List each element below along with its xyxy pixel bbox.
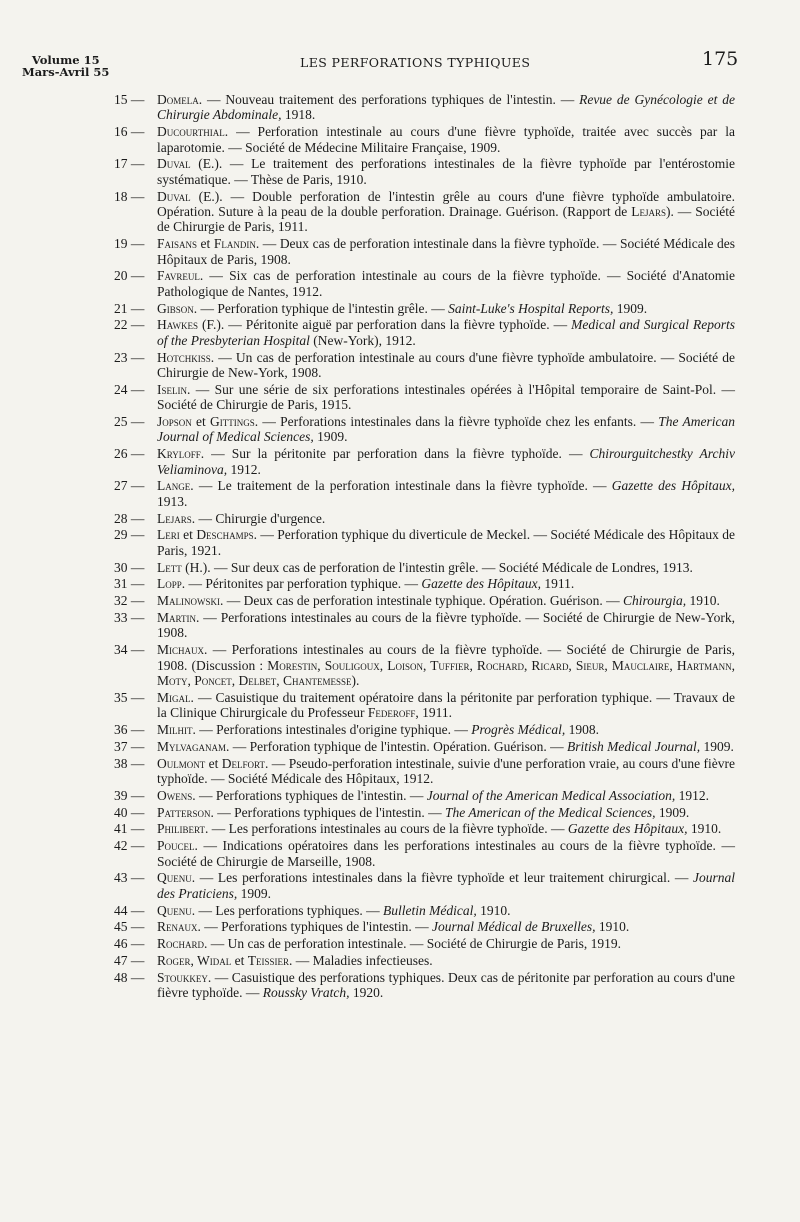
- publication-title: Revue de Gynécologie et de Chirurgie Abdominale,: [157, 92, 735, 123]
- publication-title: Bulletin Médical,: [382, 902, 477, 918]
- author-name: Mylvaganam.: [157, 738, 230, 754]
- author-name: Lange.: [157, 478, 194, 494]
- author-name: Stoukkey.: [157, 969, 212, 985]
- reference-entry: [0, 936, 735, 951]
- reference-segment: — Perforations typhiques de l'intestin. —: [200, 919, 433, 935]
- reference-text: [157, 560, 735, 575]
- publication-title: Gazette des Hôpitaux,: [611, 478, 735, 494]
- volume-number: Volume 15: [31, 53, 100, 67]
- reference-text: [157, 382, 735, 413]
- reference-segment: — Péritonites par perforation typhique. —: [185, 576, 422, 592]
- reference-entry: [0, 838, 735, 869]
- author-name: Lejars: [631, 204, 666, 220]
- reference-text: [157, 936, 735, 951]
- reference-segment: et: [197, 236, 214, 252]
- reference-entry: [0, 268, 735, 299]
- author-name: Rochard.: [157, 936, 208, 952]
- reference-entry: [0, 414, 735, 445]
- reference-entry: [0, 593, 735, 608]
- author-name: Migal.: [157, 689, 194, 705]
- reference-number: 39 —: [114, 787, 145, 803]
- reference-segment: 1909.: [655, 804, 690, 820]
- reference-text: [157, 446, 735, 477]
- reference-number: 15 —: [114, 92, 145, 107]
- author-name: Gibson.: [157, 300, 198, 316]
- reference-entry: [0, 236, 735, 267]
- reference-entry: [0, 156, 735, 187]
- reference-segment: 1910.: [686, 593, 720, 609]
- author-name: Domela.: [157, 92, 203, 107]
- author-name: Poucel.: [157, 838, 198, 854]
- reference-number: 41 —: [114, 821, 145, 837]
- reference-segment: et: [231, 953, 248, 969]
- reference-number: 32 —: [114, 593, 145, 609]
- reference-segment: — Perforation typhique de l'intestin grêle. —: [197, 300, 449, 316]
- author-name: Duval (E.).: [157, 188, 223, 204]
- reference-entry: [0, 722, 735, 737]
- reference-number: 38 —: [114, 755, 145, 771]
- reference-segment: — Le traitement des perforations intestinales de la fièvre typhoïde par l'entérostomie systématique. — Thèse de Paris, 1910.: [157, 156, 736, 187]
- publication-title: British Medical Journal,: [567, 738, 701, 754]
- reference-segment: — Un cas de perforation intestinale. — Société de Chirurgie de Paris, 1919.: [207, 936, 622, 952]
- reference-segment: — Perforations intestinales au cours de la fièvre typhoïde. — Société de Chirurgie de Paris, 1908. (Discussion :: [157, 642, 735, 673]
- reference-segment: ).: [351, 673, 360, 689]
- reference-number: 35 —: [114, 689, 145, 705]
- reference-segment: — Perforations typhiques de l'intestin. —: [195, 787, 427, 803]
- publication-title: Gazette des Hôpitaux,: [567, 821, 688, 837]
- reference-segment: et: [205, 755, 222, 771]
- reference-text: [157, 156, 735, 187]
- author-name: Martin.: [157, 610, 200, 626]
- reference-number: 47 —: [114, 953, 145, 969]
- reference-segment: 1912.: [227, 461, 261, 477]
- reference-text: [157, 478, 735, 509]
- reference-text: [157, 870, 735, 901]
- reference-entry: [0, 317, 735, 348]
- author-name: Malinowski.: [157, 593, 224, 609]
- author-name: Lett (H.).: [157, 559, 211, 575]
- reference-segment: — Perforations intestinales dans la fièvre typhoïde chez les enfants. —: [258, 414, 659, 430]
- reference-segment: 1910.: [476, 902, 511, 918]
- reference-entry: [0, 970, 735, 1001]
- reference-segment: — Un cas de perforation intestinale au cours d'une fièvre typhoïde ambulatoire. — Société de Chirurgie de New-York, 1908.: [157, 349, 735, 381]
- reference-segment: — Deux cas de perforation intestinale dans la fièvre typhoïde. — Société Médicale des Hôpitaux de Paris, 1908.: [157, 236, 735, 267]
- reference-segment: — Chirurgie d'urgence.: [195, 510, 326, 526]
- publication-title: The American Journal of Medical Sciences,: [157, 414, 735, 445]
- reference-number: 20 —: [114, 268, 145, 284]
- reference-segment: 1908.: [565, 722, 599, 738]
- reference-segment: — Péritonite aiguë par perforation dans la fièvre typhoïde. —: [224, 317, 572, 333]
- reference-text: [157, 236, 735, 267]
- reference-entry: [0, 756, 735, 787]
- reference-number: 28 —: [114, 510, 145, 526]
- reference-text: [157, 610, 735, 641]
- reference-segment: — Maladies infectieuses.: [292, 953, 433, 969]
- reference-entry: [0, 446, 735, 477]
- reference-segment: (New-York), 1912.: [309, 332, 416, 348]
- reference-text: [157, 350, 735, 381]
- reference-number: 26 —: [114, 446, 145, 462]
- publication-title: Roussky Vratch,: [262, 985, 350, 1001]
- reference-segment: — Les perforations typhiques. —: [195, 902, 383, 918]
- author-name: Delfort.: [221, 755, 269, 771]
- author-name: Patterson.: [157, 804, 214, 820]
- author-name: Michaux.: [157, 642, 208, 658]
- reference-entry: [0, 690, 735, 721]
- reference-number: 24 —: [114, 381, 145, 397]
- reference-number: 29 —: [114, 527, 145, 543]
- reference-segment: 1912.: [675, 787, 709, 803]
- reference-segment: — Pseudo-perforation intestinale, suivie d'une perforation vraie, au cours d'une fièvre typhoïde. — Société Médicale des Hôpitaux, 1912.: [157, 755, 735, 787]
- publication-title: Journal des Praticiens,: [157, 870, 735, 901]
- reference-entry: [0, 642, 735, 688]
- reference-segment: — Les perforations intestinales au cours de la fièvre typhoïde. —: [208, 821, 568, 837]
- publication-title: Progrès Médical,: [471, 722, 566, 738]
- reference-text: [157, 970, 735, 1001]
- reference-segment: — Perforation typhique de l'intestin. Opération. Guérison. —: [229, 738, 568, 754]
- author-name: Owens.: [157, 787, 196, 803]
- author-name: Milhit.: [157, 722, 196, 738]
- reference-segment: — Perforations intestinales au cours de la fièvre typhoïde. — Société de Chirurgie de New-York, 1908.: [157, 610, 735, 641]
- reference-segment: 1918.: [281, 107, 316, 123]
- reference-entry: [0, 560, 735, 575]
- reference-text: [157, 756, 735, 787]
- reference-entry: [0, 919, 735, 934]
- reference-entry: [0, 788, 735, 803]
- reference-segment: ). — Société de Chirurgie de Paris, 1911.: [157, 204, 735, 235]
- author-name: Lejars.: [157, 510, 196, 526]
- reference-number: 37 —: [114, 738, 145, 754]
- reference-entry: [0, 350, 735, 381]
- reference-number: 48 —: [114, 969, 145, 985]
- reference-number: 44 —: [114, 902, 145, 918]
- author-name: Leri: [157, 527, 180, 543]
- author-name: Federoff,: [367, 705, 419, 721]
- reference-text: [157, 903, 735, 918]
- running-title: LES PERFORATIONS TYPHIQUES: [300, 55, 531, 70]
- reference-text: [157, 124, 735, 155]
- reference-number: 27 —: [114, 478, 145, 494]
- reference-number: 34 —: [114, 642, 145, 658]
- reference-segment: 1911.: [540, 576, 575, 592]
- reference-text: [157, 414, 735, 445]
- reference-text: [157, 268, 735, 299]
- publication-title: Gazette des Hôpitaux,: [421, 576, 541, 592]
- reference-number: 19 —: [114, 236, 145, 252]
- reference-segment: — Perforation typhique du diverticule de Meckel. — Société Médicale des Hôpitaux de Paris, 1921.: [157, 527, 735, 558]
- reference-number: 43 —: [114, 870, 145, 886]
- reference-segment: — Sur deux cas de perforation de l'intestin grêle. — Société Médicale de Londres, 1913.: [210, 559, 693, 575]
- reference-segment: — Sur la péritonite par perforation dans la fièvre typhoïde. —: [204, 446, 590, 462]
- reference-segment: 1909.: [613, 300, 648, 316]
- reference-entry: [0, 382, 735, 413]
- author-name: Morestin, Souligoux, Loison, Tuffier, Rochard, Ricard, Sieur, Mauclaire, Hartmann, Moty, Poncet, Delbet, Chantemesse: [157, 657, 735, 689]
- reference-entry: [0, 527, 735, 558]
- publication-title: The American of the Medical Sciences,: [445, 804, 656, 820]
- issue-date: Mars-Avril 55: [22, 65, 110, 79]
- reference-number: 42 —: [114, 838, 145, 854]
- author-name: Quenu.: [157, 870, 196, 886]
- reference-entry: [0, 821, 735, 836]
- reference-segment: 1910.: [595, 919, 630, 935]
- reference-segment: — Perforation intestinale au cours d'une fièvre typhoïde, traitée avec succès par la laparotomie. — Société de Médecine Militaire Française, 1909.: [157, 124, 735, 155]
- reference-text: [157, 189, 735, 235]
- reference-text: [157, 739, 735, 754]
- reference-entry: [0, 953, 735, 968]
- reference-number: 22 —: [114, 317, 145, 333]
- reference-text: [157, 919, 735, 934]
- reference-text: [157, 642, 735, 688]
- reference-number: 40 —: [114, 804, 145, 820]
- author-name: Iselin.: [157, 381, 191, 397]
- reference-text: [157, 838, 735, 869]
- author-name: Teissier.: [247, 953, 293, 969]
- author-name: Quenu.: [157, 902, 196, 918]
- reference-segment: — Perforations typhiques de l'intestin. —: [213, 804, 446, 820]
- author-name: Hawkes (F.).: [157, 317, 225, 333]
- reference-segment: 1909.: [700, 738, 734, 754]
- reference-text: [157, 511, 735, 526]
- page-number: 175: [702, 48, 739, 70]
- reference-segment: 1909.: [313, 429, 348, 445]
- reference-number: 33 —: [114, 610, 145, 626]
- reference-text: [157, 527, 735, 558]
- reference-segment: — Casuistique du traitement opératoire dans la péritonite par perforation typhique. — Travaux de la Clinique Chirurgicale du Professeur: [157, 689, 735, 721]
- reference-segment: 1920.: [349, 985, 384, 1001]
- page-header: [0, 0, 800, 90]
- reference-entry: [0, 870, 735, 901]
- reference-text: [157, 593, 735, 608]
- reference-number: 17 —: [114, 156, 145, 172]
- reference-segment: et: [179, 527, 197, 543]
- reference-entry: [0, 124, 735, 155]
- reference-segment: 1910.: [687, 821, 722, 837]
- reference-entry: [0, 92, 735, 123]
- reference-entry: [0, 478, 735, 509]
- reference-segment: — Casuistique des perforations typhiques. Deux cas de péritonite par perforation au cours d'une fièvre typhoïde. —: [157, 969, 735, 1001]
- reference-number: 16 —: [114, 124, 145, 140]
- publication-title: Journal Médical de Bruxelles,: [432, 919, 596, 935]
- author-name: Renaux.: [157, 919, 201, 935]
- publication-title: Journal of the American Medical Association,: [426, 787, 676, 803]
- reference-text: [157, 576, 735, 591]
- author-name: Faisans: [157, 236, 198, 252]
- reference-number: 21 —: [114, 300, 145, 316]
- reference-text: [157, 317, 735, 348]
- reference-segment: — Deux cas de perforation intestinale typhique. Opération. Guérison. —: [223, 593, 624, 609]
- reference-segment: — Le traitement de la perforation intestinale dans la fièvre typhoïde. —: [193, 478, 612, 494]
- publication-title: Chirourgia,: [623, 593, 687, 609]
- author-name: Hotchkiss.: [157, 349, 215, 365]
- reference-number: 18 —: [114, 188, 145, 204]
- reference-segment: — Nouveau traitement des perforations typhiques de l'intestin. —: [202, 92, 580, 107]
- reference-segment: — Les perforations intestinales dans la fièvre typhoïde et leur traitement chirurgical. —: [195, 870, 693, 886]
- author-name: Ducourthial.: [157, 124, 229, 140]
- author-name: Kryloff.: [157, 446, 205, 462]
- reference-segment: — Double perforation de l'intestin grêle au cours d'une fièvre typhoïde ambulatoire. Opération. Suture à la peau de la double perforation. Drainage. Guérison. (Rapport de: [157, 188, 735, 220]
- reference-entry: [0, 576, 735, 591]
- reference-list: [0, 92, 800, 1002]
- author-name: Jopson: [157, 414, 192, 430]
- author-name: Favreul.: [157, 268, 204, 284]
- author-name: Oulmont: [157, 755, 206, 771]
- reference-text: [157, 805, 735, 820]
- author-name: Lopp.: [157, 576, 186, 592]
- reference-number: 46 —: [114, 936, 145, 952]
- reference-entry: [0, 739, 735, 754]
- reference-entry: [0, 189, 735, 235]
- author-name: Roger, Widal: [157, 953, 232, 969]
- publication-title: Saint-Luke's Hospital Reports,: [448, 300, 614, 316]
- reference-text: [157, 690, 735, 721]
- reference-text: [157, 92, 735, 123]
- author-name: Philibert.: [157, 821, 209, 837]
- reference-segment: 1909.: [237, 885, 271, 901]
- volume-info: [22, 54, 109, 78]
- reference-entry: [0, 301, 735, 316]
- reference-segment: — Six cas de perforation intestinale au cours de la fièvre typhoïde. — Société d'Anatomie Pathologique de Nantes, 1912.: [157, 268, 735, 299]
- reference-text: [157, 301, 735, 316]
- reference-entry: [0, 610, 735, 641]
- reference-text: [157, 821, 735, 836]
- reference-segment: 1911.: [418, 705, 452, 721]
- author-name: Duval (E.).: [157, 156, 223, 172]
- reference-number: 30 —: [114, 559, 145, 575]
- reference-segment: — Sur une série de six perforations intestinales opérées à l'Hôpital temporaire de Saint-Pol. — Société de Chirurgie de Paris, 1915.: [157, 381, 735, 413]
- reference-text: [157, 722, 735, 737]
- reference-entry: [0, 903, 735, 918]
- reference-entry: [0, 805, 735, 820]
- author-name: Gittings.: [210, 414, 259, 430]
- reference-segment: — Perforations intestinales d'origine typhique. —: [195, 722, 472, 738]
- reference-segment: et: [191, 414, 211, 430]
- reference-number: 45 —: [114, 919, 145, 935]
- reference-text: [157, 788, 735, 803]
- reference-number: 23 —: [114, 349, 145, 365]
- reference-entry: [0, 511, 735, 526]
- publication-title: Chirourguitchestky Archiv Veliaminova,: [157, 446, 735, 477]
- reference-number: 36 —: [114, 722, 145, 738]
- reference-number: 31 —: [114, 576, 145, 592]
- reference-segment: — Indications opératoires dans les perforations intestinales au cours de la fièvre typhoïde. — Société de Chirurgie de Marseille, 1908.: [157, 838, 735, 869]
- author-name: Flandin.: [213, 236, 260, 252]
- reference-text: [157, 953, 735, 968]
- reference-segment: 1913.: [157, 493, 188, 509]
- publication-title: Medical and Surgical Reports of the Presbyterian Hospital: [157, 317, 735, 348]
- reference-number: 25 —: [114, 414, 145, 430]
- author-name: Deschamps.: [196, 527, 257, 543]
